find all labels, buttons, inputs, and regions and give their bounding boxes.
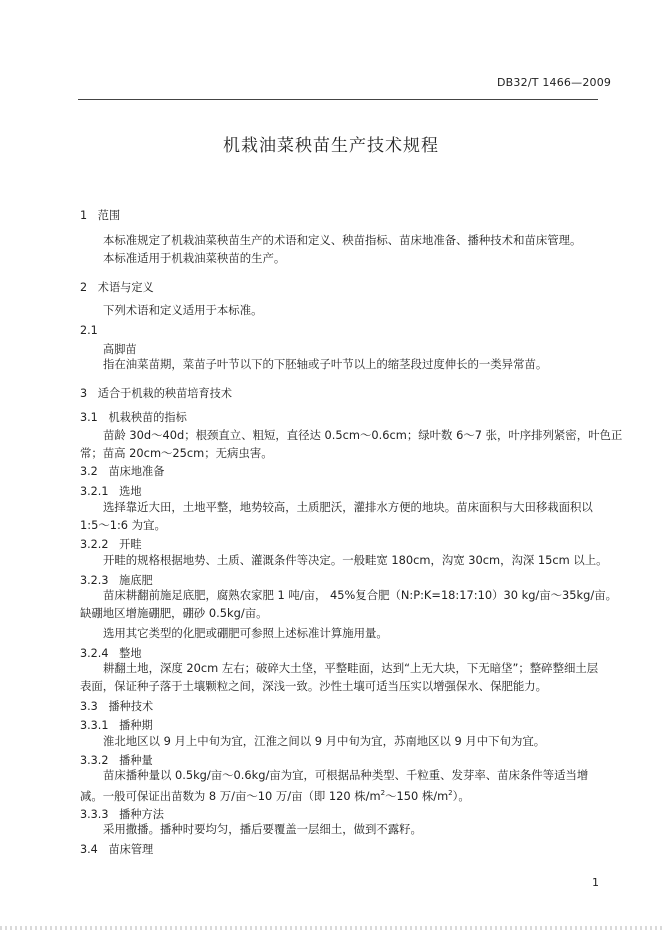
paragraph-line: 淮北地区以 9 月上中旬为宜，江淮之间以 9 月中旬为宜，苏南地区以 9 月中下旬为宜。: [103, 734, 546, 748]
section-number: 2: [80, 281, 88, 294]
text-run: ）。: [452, 788, 470, 803]
section-title: 术语与定义: [97, 281, 154, 294]
clause-number: 3.3.1: [80, 719, 109, 732]
page-title: 机栽油菜秧苗生产技术规程: [223, 136, 439, 156]
section-title: 适合于机栽的秧苗培育技术: [97, 387, 233, 400]
subsection-3-4-heading: [80, 841, 153, 857]
section-number: 1: [80, 209, 88, 222]
clause-title: 开畦: [119, 538, 142, 551]
subsection-number: 3.4: [80, 843, 98, 856]
superscript: 2: [380, 789, 386, 797]
clause-title: 播种方法: [119, 808, 164, 821]
clause-number: 3.2.4: [80, 647, 109, 660]
paragraph: 本标准适用于机栽油菜秧苗的生产。: [103, 251, 286, 265]
subsection-number: 3.3: [80, 700, 98, 713]
paragraph-line: 采用撒播。播种时要均匀，播后要覆盖一层细土，做到不露籽。: [103, 822, 422, 836]
document-number: DB32/T 1466—2009: [497, 76, 612, 89]
section-2-heading: [80, 279, 154, 295]
clause-title: 选地: [119, 485, 142, 498]
paragraph-line: 表面，保证种子落于土壤颗粒之间，深浅一致。沙性土壤可适当压实以增强保水、保肥能力。: [80, 679, 548, 693]
section-number: 3: [80, 387, 88, 400]
paragraph-line: 选用其它类型的化肥或硼肥可参照上述标准计算施用量。: [103, 626, 388, 640]
paragraph-line: 苗床耕翻前施足底肥，腐熟农家肥 1 吨/亩， 45%复合肥（N:P:K=18:17:10）30 kg/亩～35kg/亩。: [103, 588, 617, 602]
paragraph-line: 选择靠近大田，土地平整，地势较高，土质肥沃，灌排水方便的地块。苗床面积与大田移栽面积以: [103, 500, 593, 514]
clause-title: 播种期: [119, 719, 153, 732]
header-rule: [78, 99, 598, 100]
subsection-number: 3.2: [80, 465, 98, 478]
subsection-3-3-heading: [80, 698, 153, 714]
clause-title: 播种量: [119, 754, 153, 767]
paragraph-line: 耕翻土地，深度 20cm 左右；破碎大土垡，平整畦面，达到“上无大块，下无暗垡”；整碎整细土层: [103, 661, 599, 675]
text-run: ～150 株/m: [385, 788, 449, 803]
section-1-heading: [80, 207, 120, 223]
subsection-number: 3.1: [80, 411, 98, 424]
scan-edge-artifact: [0, 926, 662, 930]
section-title: 范围: [97, 209, 121, 222]
term: 高脚苗: [103, 343, 137, 356]
clause-number: 3.3.2: [80, 754, 109, 767]
definition: 指在油菜苗期，菜苗子叶节以下的下胚轴或子叶节以上的缩茎段过度伸长的一类异常苗。: [103, 357, 548, 371]
section-3-heading: [80, 385, 232, 401]
text-run: 减。一般可保证出苗数为 8 万/亩～10 万/亩（即 120 株/m: [80, 788, 381, 803]
paragraph-line: 1:5～1:6 为宜。: [80, 518, 166, 532]
superscript: 2: [448, 789, 453, 797]
subsection-number: 2.1: [80, 324, 98, 337]
page-number: 1: [592, 876, 599, 889]
subsection-title: 苗床地准备: [108, 465, 165, 478]
clause-title: 整地: [119, 647, 142, 660]
paragraph-line: 苗床播种量以 0.5kg/亩～0.6kg/亩为宜，可根据品种类型、千粒重、发芽率、苗床条件等适当增: [103, 768, 589, 782]
paragraph: 本标准规定了机栽油菜秧苗生产的术语和定义、秧苗指标、苗床地准备、播种技术和苗床管理。: [103, 233, 582, 247]
subsection-title: 播种技术: [108, 700, 154, 713]
clause-number: 3.2.1: [80, 485, 109, 498]
clause-number: 3.2.3: [80, 574, 109, 587]
subsection-title: 机栽秧苗的指标: [108, 411, 187, 424]
subsection-3-2-heading: [80, 463, 164, 479]
paragraph-line: 常；苗高 20cm～25cm；无病虫害。: [80, 446, 273, 460]
clause-number: 3.3.3: [80, 808, 109, 821]
clause-title: 施底肥: [119, 574, 153, 587]
subsection-3-1-heading: [80, 409, 187, 425]
paragraph-line: 苗龄 30d～40d；根颈直立、粗短，直径达 0.5cm～0.6cm；绿叶数 6～7 张，叶序排列紧密，叶色正: [103, 428, 623, 442]
subsection-title: 苗床管理: [108, 843, 154, 856]
paragraph-line: [80, 783, 470, 806]
paragraph: 下列术语和定义适用于本标准。: [103, 303, 263, 317]
paragraph-line: 缺硼地区增施硼肥，硼砂 0.5kg/亩。: [80, 606, 268, 620]
paragraph-line: 开畦的规格根据地势、土质、灌溉条件等决定。一般畦宽 180cm，沟宽 30cm，沟深 15cm 以上。: [103, 553, 608, 567]
clause-number: 3.2.2: [80, 538, 109, 551]
